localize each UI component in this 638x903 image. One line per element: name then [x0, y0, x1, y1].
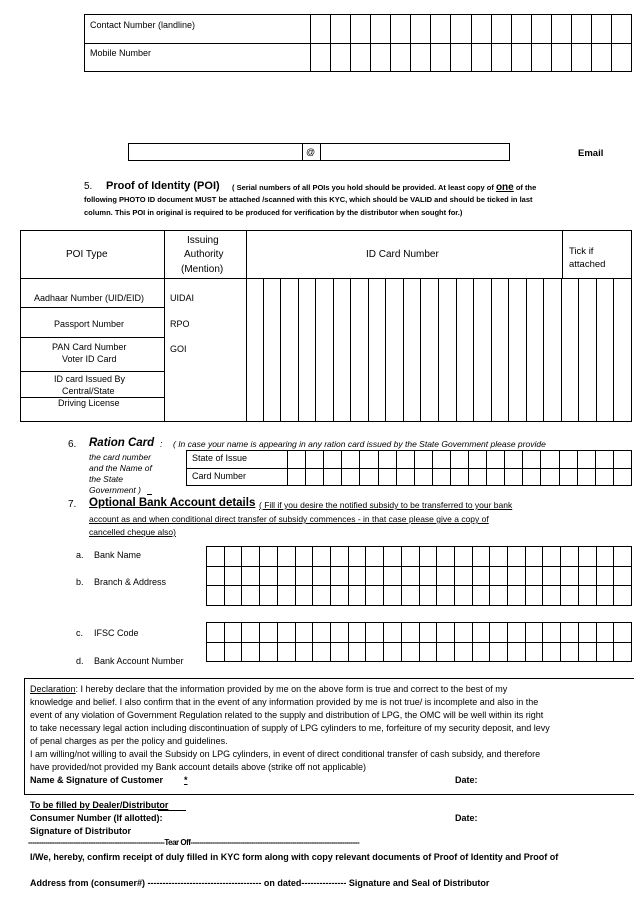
dealer-date-label: Date: [455, 813, 478, 823]
bank-heading: Optional Bank Account details [89, 497, 256, 509]
ration-note-l2: the card number [89, 452, 151, 462]
poi-row-pan: PAN Card Number [52, 342, 127, 352]
poi-col-tick-1: Tick if [569, 246, 594, 257]
customer-sign-label: Name & Signature of Customer [30, 775, 164, 785]
bank-note-l1: ( Fill if you desire the notified subsidy to be transferred to your bank [259, 500, 513, 510]
bank-name-label: Bank Name [94, 550, 142, 560]
tearoff-text-l2: Address from (consumer#) -------------------------------------- on dated--------------- Signature and Seal of Distributor [30, 878, 490, 888]
poi-col-authority-2: Authority [184, 249, 224, 260]
bank-ifsc-label: IFSC Code [94, 628, 139, 638]
bank-a-letter: a. [76, 550, 84, 560]
tearoff-line: ---------------------------------------------------------------Tear Off------------------------------------------------------------------------------ [28, 838, 360, 847]
bank-number: 7. [68, 499, 77, 510]
ration-note-l3: and the Name of [89, 463, 152, 473]
bank-account-cells[interactable] [206, 622, 632, 662]
declaration-l3: event of any violation of Government Regulation related to the supply and distribution of LPG, the OMC will be well within its right [30, 710, 544, 720]
poi-row-passport-authority: RPO [170, 319, 190, 329]
email-at-symbol: @ [306, 147, 316, 157]
poi-col-tick-2: attached [569, 259, 606, 270]
dealer-title: To be filled by Dealer/Distributor [30, 800, 169, 810]
ration-note: ( In case your name is appearing in any ration card issued by the State Government please provide [173, 439, 546, 449]
mobile-label: Mobile Number [90, 48, 152, 58]
poi-note-line3: column. This POI in original is required to be produced for verification by the distributor when sought for.) [84, 208, 463, 217]
bank-note-l2: account as and when conditional direct transfer of subsidy commences - in that case please give a copy of [89, 514, 489, 524]
poi-row-aadhaar-authority: UIDAI [170, 293, 195, 303]
ration-note-l4: the State [89, 474, 124, 484]
poi-col-authority-3: (Mention) [181, 264, 224, 275]
poi-col-type: POI Type [66, 249, 108, 260]
customer-sign-asterisk: * [184, 775, 188, 785]
dealer-consumer-label: Consumer Number (If allotted): [30, 813, 163, 823]
ration-colon: : [160, 439, 163, 449]
dealer-sign-label: Signature of Distributor [30, 826, 131, 836]
bank-name-cells[interactable] [206, 546, 632, 606]
ration-card-label: Card Number [192, 471, 247, 481]
ration-note-l5: Government ) [89, 485, 141, 495]
bank-note-l3: cancelled cheque also) [89, 527, 176, 537]
poi-number: 5. [84, 181, 93, 192]
poi-note-a: ( Serial numbers of all POIs you hold should be provided. At least copy of one of the [232, 182, 537, 193]
declaration-l7: have provided/not provided my Bank account details above (strike off not applicable) [30, 762, 367, 772]
poi-col-id: ID Card Number [366, 249, 439, 260]
ration-state-label: State of Issue [192, 453, 248, 463]
poi-note-line2: following PHOTO ID document MUST be attached /scanned with this KYC, which should be VALID and should be ticked in last [84, 195, 533, 204]
bank-branch-label: Branch & Address [94, 577, 167, 587]
customer-date-label: Date: [455, 775, 478, 785]
bank-d-letter: d. [76, 656, 84, 666]
ration-cells[interactable] [287, 450, 632, 486]
declaration-l1: Declaration: I hereby declare that the information provided by me on the above form is true and correct to the best of my [30, 684, 508, 694]
declaration-title: Declaration [30, 684, 76, 694]
declaration-l4: to take necessary legal action including discontinuation of supply of LPG cylinders to me, forfeiture of my security deposit, and levy [30, 723, 550, 733]
poi-row-driving: Driving License [58, 398, 120, 408]
poi-id-cells[interactable] [246, 278, 632, 422]
email-label: Email [578, 148, 604, 159]
poi-row-passport: Passport Number [54, 319, 125, 329]
poi-col-authority-1: Issuing [187, 235, 219, 246]
poi-row-voter: Voter ID Card [62, 354, 117, 364]
ration-number: 6. [68, 439, 77, 450]
landline-label: Contact Number (landline) [90, 20, 196, 30]
declaration-l2: knowledge and belief. I also confirm that in the event of any information provided by me is not true/ is incomplete and also in the [30, 697, 539, 707]
poi-row-idcard: ID card Issued By [54, 374, 126, 384]
bank-c-letter: c. [76, 628, 84, 638]
email-field[interactable] [128, 143, 510, 161]
poi-row-aadhaar: Aadhaar Number (UID/EID) [34, 293, 145, 303]
tearoff-text-l1: I/We, hereby, confirm receipt of duly filled in KYC form along with copy relevant documents of Proof of Identity and Proof of [30, 852, 559, 862]
poi-row-pan-authority: GOI [170, 344, 187, 354]
poi-heading: Proof of Identity (POI) [106, 180, 220, 192]
bank-b-letter: b. [76, 577, 84, 587]
landline-cells[interactable] [310, 14, 632, 72]
ration-heading: Ration Card [89, 437, 155, 449]
bank-account-label: Bank Account Number [94, 656, 184, 666]
poi-row-central: Central/State [62, 386, 115, 396]
declaration-l5: of penal charges as per the policy and guidelines. [30, 736, 228, 746]
declaration-l6: I am willing/not willing to avail the Subsidy on LPG cylinders, in event of direct conditional transfer of cash subsidy, and therefore [30, 749, 541, 759]
